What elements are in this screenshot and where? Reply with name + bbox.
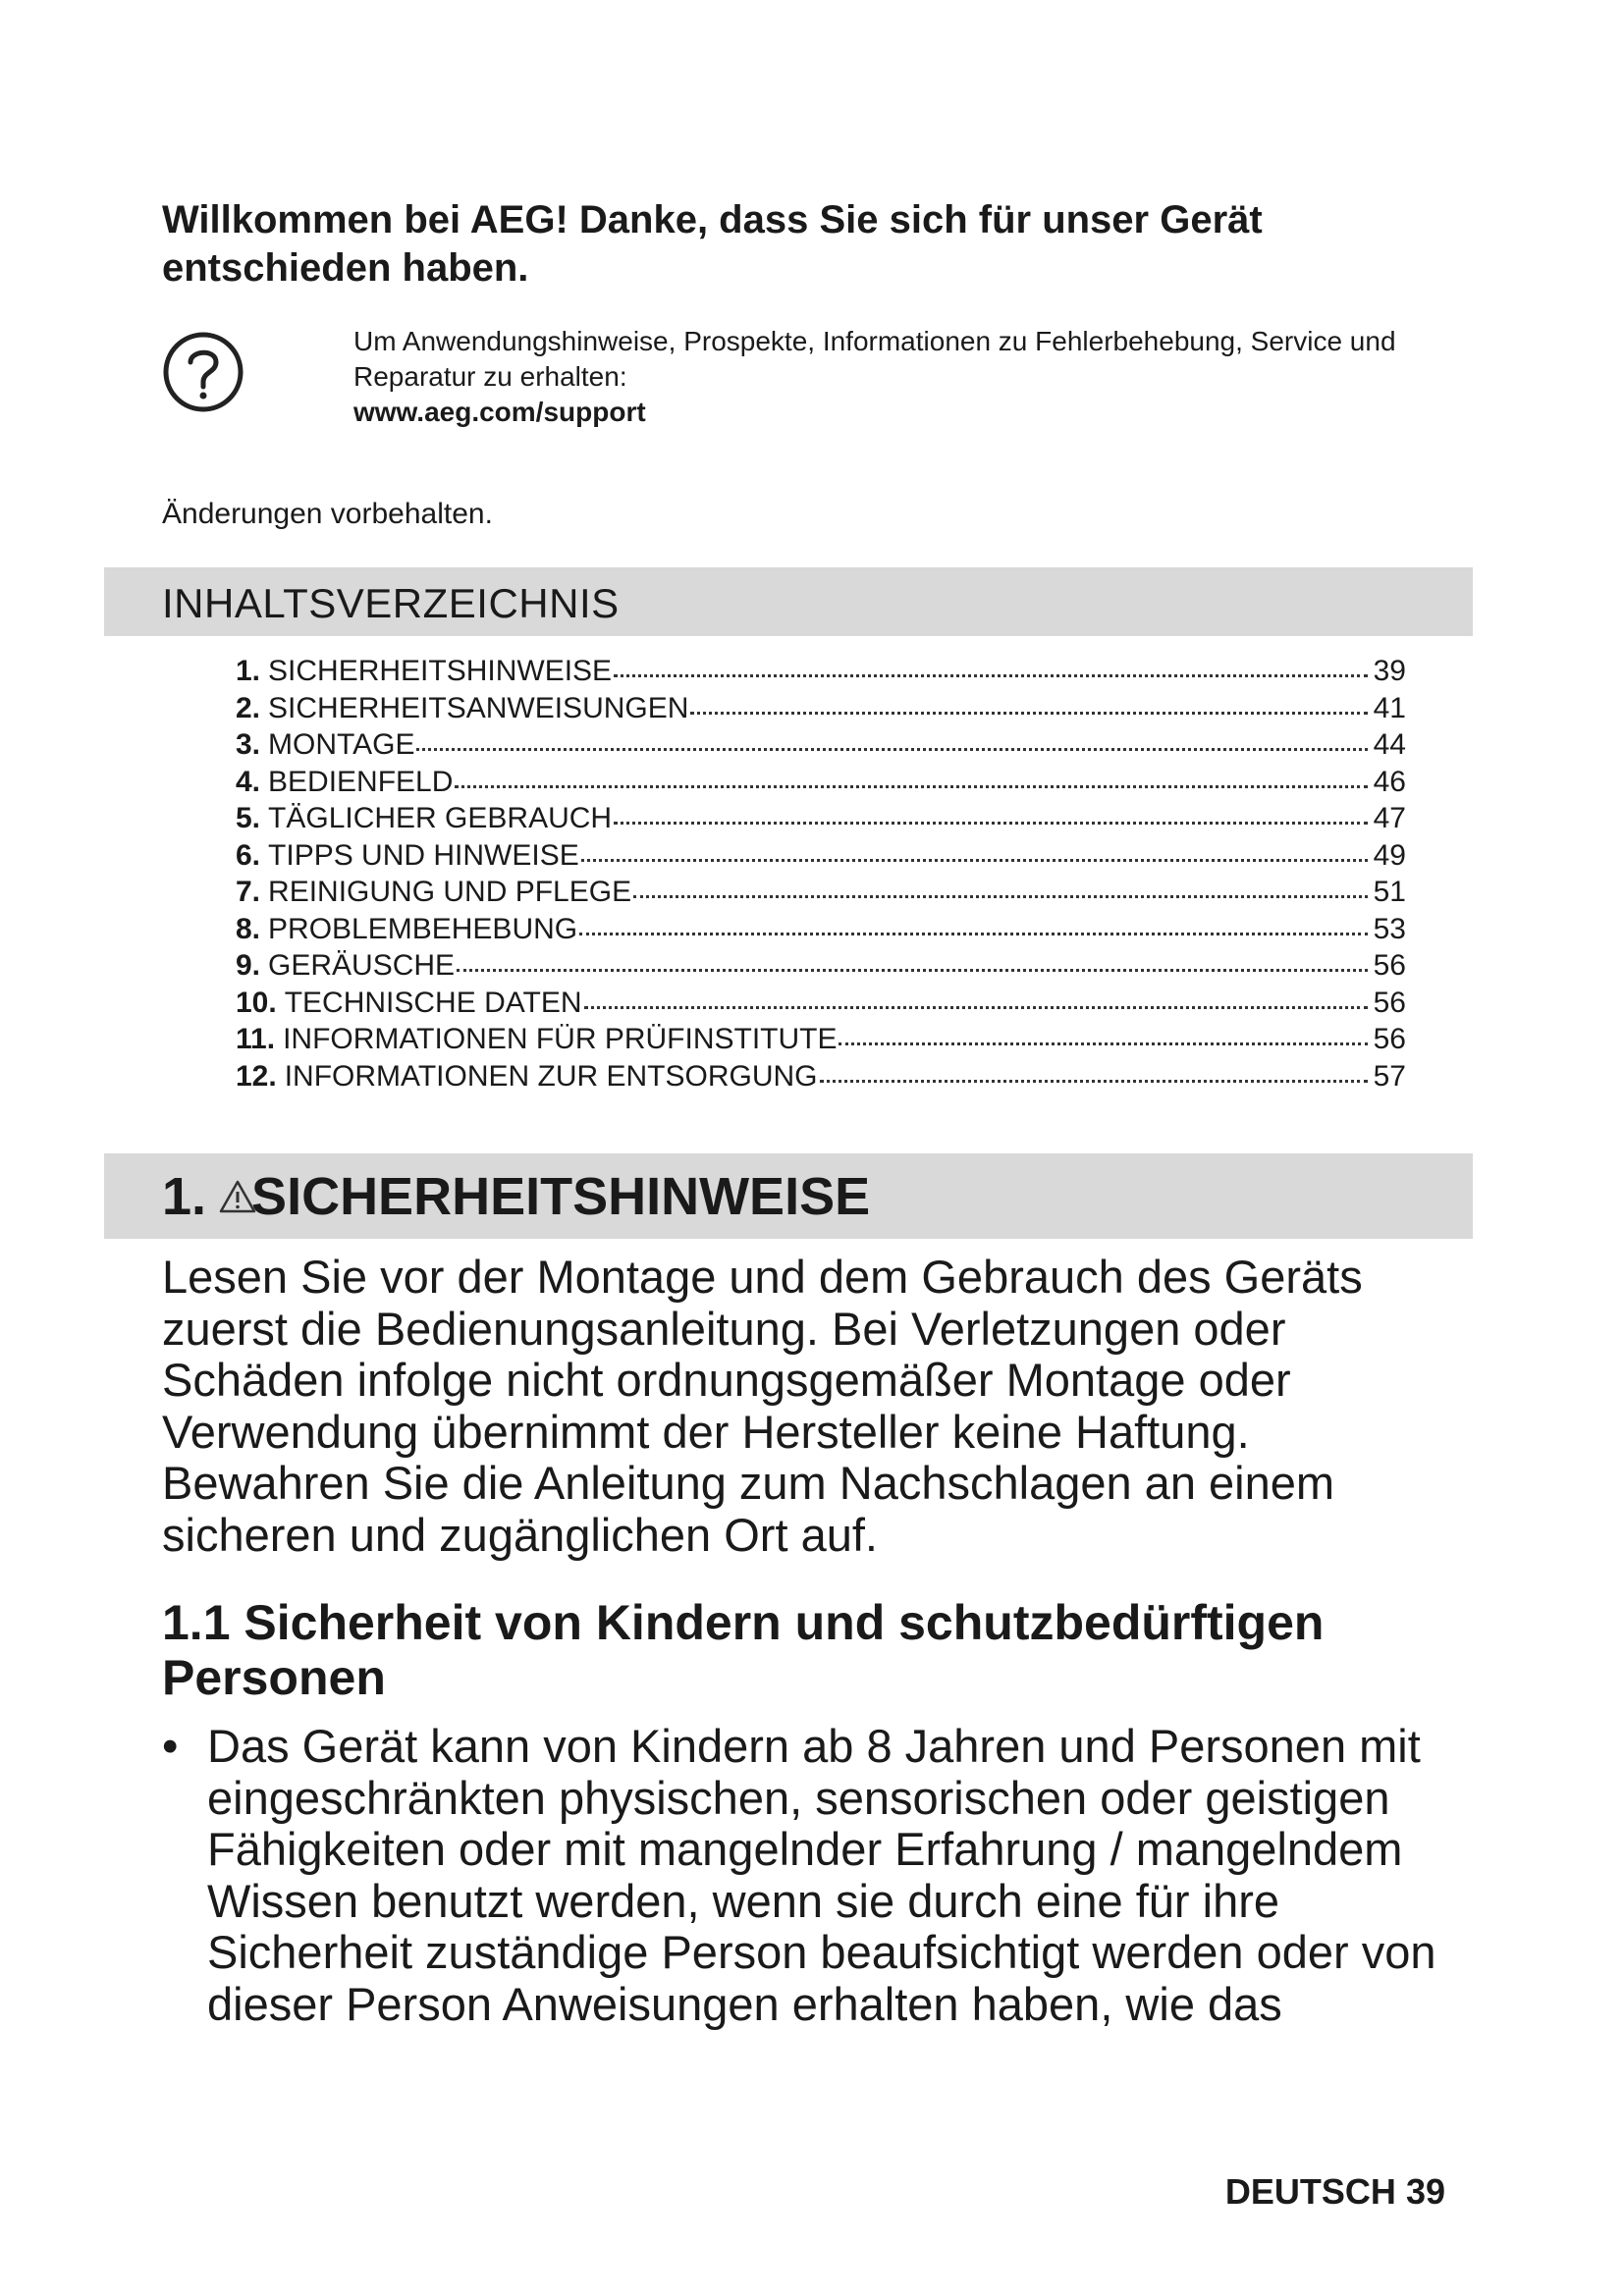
toc-item-page: 47 xyxy=(1373,802,1406,834)
toc-item[interactable] xyxy=(236,800,1406,837)
toc-item-page: 39 xyxy=(1373,655,1406,687)
toc-leader-dots xyxy=(614,674,1368,677)
toc-item-page: 41 xyxy=(1373,691,1406,724)
toc-item[interactable] xyxy=(236,726,1406,764)
toc-item[interactable] xyxy=(236,911,1406,948)
toc-item-page: 46 xyxy=(1373,765,1406,798)
toc-item-page: 44 xyxy=(1373,728,1406,761)
toc-item[interactable] xyxy=(236,985,1406,1022)
support-url[interactable]: www.aeg.com/support xyxy=(353,397,646,427)
toc-leader-dots xyxy=(633,895,1368,898)
toc-item-label: GERÄUSCHE xyxy=(268,949,456,982)
toc-item-number: 8. xyxy=(236,912,261,945)
toc-item-label: TIPPS UND HINWEISE xyxy=(268,838,579,872)
toc-item-number: 6. xyxy=(236,838,261,872)
toc-item-page: 53 xyxy=(1373,912,1406,945)
toc-item-page: 56 xyxy=(1373,949,1406,982)
table-of-contents xyxy=(236,653,1406,1095)
subsection-heading: 1.1 Sicherheit von Kindern und schutzbedürftigen Personen xyxy=(162,1595,1325,1705)
toc-leader-dots xyxy=(820,1080,1368,1083)
toc-item-number: 2. xyxy=(236,691,261,724)
toc-leader-dots xyxy=(416,748,1367,751)
toc-leader-dots xyxy=(690,712,1367,715)
toc-item-label: TÄGLICHER GEBRAUCH xyxy=(268,802,613,834)
toc-item-label: BEDIENFELD xyxy=(268,765,454,798)
toc-item-page: 56 xyxy=(1373,986,1406,1019)
toc-item[interactable] xyxy=(236,653,1406,690)
section-number: 1. xyxy=(162,1167,207,1226)
toc-item-number: 12. xyxy=(236,1059,277,1093)
toc-item-label: TECHNISCHE DATEN xyxy=(284,986,582,1019)
toc-item-page: 57 xyxy=(1373,1059,1406,1093)
toc-item-page: 51 xyxy=(1373,876,1406,908)
question-circle-icon xyxy=(162,331,244,413)
footer-page-number: 39 xyxy=(1405,2171,1445,2212)
support-text: Um Anwendungshinweise, Prospekte, Informationen zu Fehlerbehebung, Service und Reparatur zu erhalten: xyxy=(353,326,1396,392)
toc-leader-dots xyxy=(581,859,1368,862)
toc-item-label: SICHERHEITSANWEISUNGEN xyxy=(268,691,689,724)
toc-leader-dots xyxy=(839,1042,1367,1045)
footer-language: DEUTSCH xyxy=(1224,2171,1396,2212)
toc-item-number: 9. xyxy=(236,949,261,982)
toc-leader-dots xyxy=(614,822,1368,825)
toc-item-label: PROBLEMBEHEBUNG xyxy=(268,912,578,945)
welcome-heading: Willkommen bei AEG! Danke, dass Sie sich für unser Gerät entschieden haben. xyxy=(162,198,1263,290)
toc-leader-dots xyxy=(455,785,1367,788)
toc-item[interactable] xyxy=(236,874,1406,911)
section-title-text: SICHERHEITSHINWEISE xyxy=(251,1167,871,1226)
toc-item-label: INFORMATIONEN FÜR PRÜFINSTITUTE xyxy=(283,1023,838,1055)
toc-item-number: 1. xyxy=(236,655,261,687)
list-item xyxy=(162,1721,1458,2030)
toc-item[interactable] xyxy=(236,764,1406,801)
toc-item-label: MONTAGE xyxy=(268,728,415,761)
toc-item-page: 49 xyxy=(1373,838,1406,872)
toc-leader-dots xyxy=(584,1006,1368,1009)
toc-item-label: INFORMATIONEN ZUR ENTSORGUNG xyxy=(284,1059,818,1093)
support-info xyxy=(353,324,1483,430)
toc-item-number: 3. xyxy=(236,728,261,761)
bullet-marker: • xyxy=(162,1720,179,1772)
toc-item[interactable] xyxy=(236,1021,1406,1058)
toc-item-number: 5. xyxy=(236,802,261,834)
toc-item-page: 56 xyxy=(1373,1023,1406,1055)
list-item-text: Das Gerät kann von Kindern ab 8 Jahren und Personen mit eingeschränkten physischen, sensorischen oder geistigen Fähigkeiten oder mit mangelnder Erfahrung / mangelndem Wissen benutzt werden, wenn sie durch eine für ihre Sicherheit zuständige Person beaufsichtigt werden oder von dieser Person Anweisungen erhalten haben, wie das xyxy=(207,1720,1436,2030)
toc-item[interactable] xyxy=(236,837,1406,875)
toc-item-number: 4. xyxy=(236,765,261,798)
page-footer xyxy=(1225,2171,1445,2213)
toc-item-label: REINIGUNG UND PFLEGE xyxy=(268,876,632,908)
section-title xyxy=(162,1166,870,1227)
changes-note: Änderungen vorbehalten. xyxy=(162,498,493,530)
toc-item-number: 11. xyxy=(236,1023,276,1055)
toc-item[interactable] xyxy=(236,947,1406,985)
toc-leader-dots xyxy=(579,933,1368,935)
toc-leader-dots xyxy=(457,969,1368,972)
section-intro: Lesen Sie vor der Montage und dem Gebrauch des Geräts zuerst die Bedienungsanleitung. Bei Verletzungen oder Schäden infolge nicht ordnungsgemäßer Montage oder Verwendung übernimmt der Hersteller keine Haftung. Bewahren Sie die Anleitung zum Nachschlagen an einem sicheren und zugänglichen Ort auf. xyxy=(162,1251,1363,1561)
toc-item-label: SICHERHEITSHINWEISE xyxy=(268,655,613,687)
toc-item[interactable] xyxy=(236,690,1406,727)
toc-item[interactable] xyxy=(236,1058,1406,1095)
toc-title: INHALTSVERZEICHNIS xyxy=(162,580,620,626)
toc-item-number: 7. xyxy=(236,876,261,908)
toc-item-number: 10. xyxy=(236,986,277,1019)
